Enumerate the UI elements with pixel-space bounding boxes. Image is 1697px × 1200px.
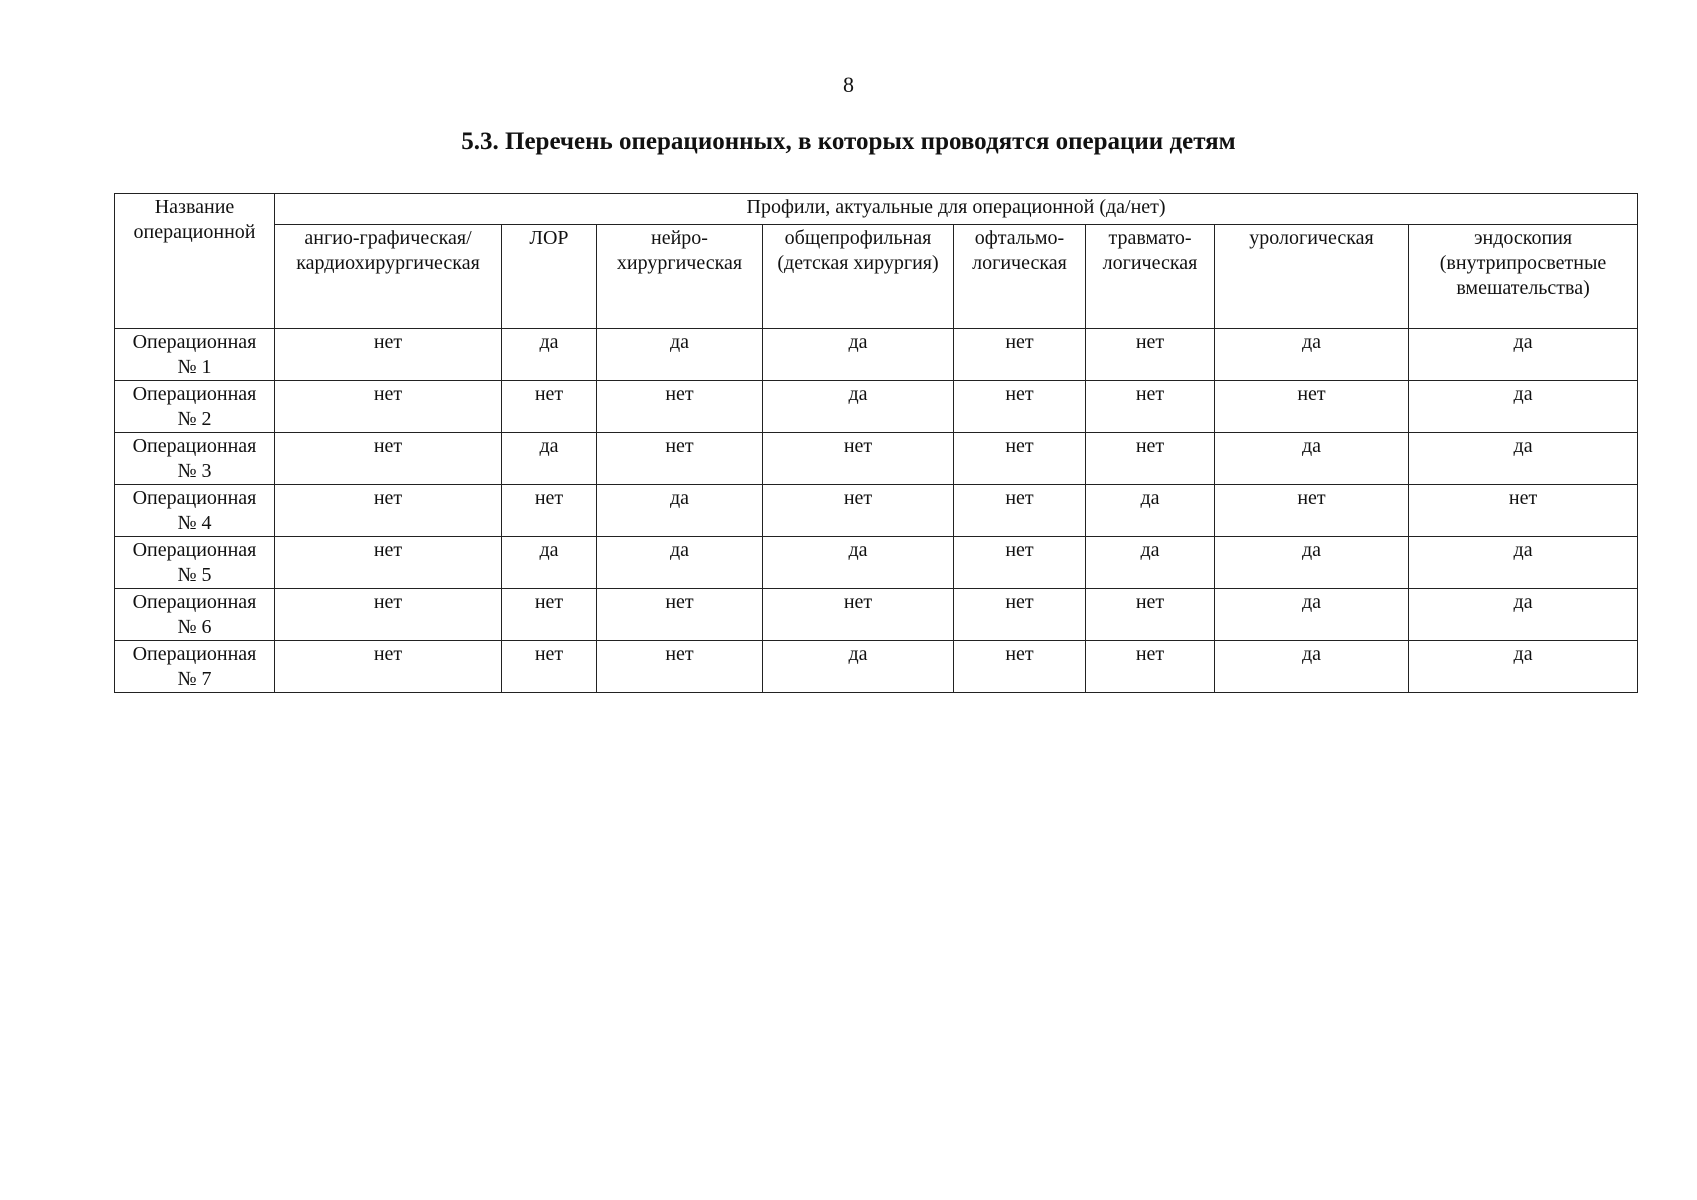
operating-room-label: Операционная (132, 435, 257, 457)
profile-value-cell: да (1215, 537, 1409, 589)
profile-value-cell: нет (502, 589, 597, 641)
profile-value-cell: да (1409, 381, 1638, 433)
operating-room-label: Операционная (132, 643, 257, 665)
profile-value-cell: да (1409, 433, 1638, 485)
profile-value-cell: нет (597, 589, 763, 641)
profile-value-cell: нет (597, 433, 763, 485)
operating-rooms-table (114, 193, 1638, 693)
operating-room-name (115, 485, 275, 537)
profile-value-cell: нет (275, 381, 502, 433)
profile-value-cell: нет (763, 589, 954, 641)
operating-room-number: № 1 (177, 356, 212, 378)
profile-value-cell: да (1215, 433, 1409, 485)
profile-value-cell: нет (954, 381, 1086, 433)
profile-value-cell: нет (275, 537, 502, 589)
operating-room-name (115, 329, 275, 381)
profiles-group-header: Профили, актуальные для операционной (да/нет) (275, 194, 1638, 225)
operating-room-name (115, 589, 275, 641)
operating-room-number: № 4 (177, 512, 212, 534)
profile-value-cell: нет (954, 537, 1086, 589)
profile-value-cell: нет (502, 485, 597, 537)
profile-value-cell: да (1215, 589, 1409, 641)
operating-room-name (115, 433, 275, 485)
profile-value-cell: нет (275, 589, 502, 641)
profile-value-cell: нет (597, 381, 763, 433)
profile-value-cell: нет (763, 433, 954, 485)
operating-room-label: Операционная (132, 331, 257, 353)
profile-value-cell: нет (1086, 589, 1215, 641)
profile-value-cell: да (1215, 329, 1409, 381)
profile-value-cell: нет (954, 641, 1086, 693)
profile-value-cell: да (502, 329, 597, 381)
operating-room-label: Операционная (132, 487, 257, 509)
profile-value-cell: нет (954, 433, 1086, 485)
operating-room-label: Операционная (132, 591, 257, 613)
profile-value-cell: нет (954, 329, 1086, 381)
profile-value-cell: нет (1215, 381, 1409, 433)
table-row (115, 537, 1638, 589)
profile-value-cell: нет (1086, 381, 1215, 433)
page-title: 5.3. Перечень операционных, в которых проводятся операции детям (461, 128, 1236, 155)
profile-value-cell: нет (954, 485, 1086, 537)
table-row (115, 433, 1638, 485)
profile-column-header: ЛОР (502, 225, 597, 329)
profile-value-cell: да (597, 537, 763, 589)
profile-value-cell: да (502, 433, 597, 485)
profile-column-header: офтальмо- логическая (954, 225, 1086, 329)
profile-column-header: нейро- хирургическая (597, 225, 763, 329)
profile-value-cell: да (763, 641, 954, 693)
profile-value-cell: да (502, 537, 597, 589)
profile-value-cell: да (763, 329, 954, 381)
profile-value-cell: да (763, 381, 954, 433)
operating-room-label: Операционная (132, 383, 257, 405)
operating-room-number: № 7 (177, 668, 212, 690)
operating-room-name (115, 641, 275, 693)
profile-value-cell: нет (763, 485, 954, 537)
profile-value-cell: да (1409, 589, 1638, 641)
profile-column-header: урологическая (1215, 225, 1409, 329)
profile-column-header: эндоскопия (внутрипросветные вмешательства) (1409, 225, 1638, 329)
profile-column-header: травмато- логическая (1086, 225, 1215, 329)
profile-value-cell: нет (275, 329, 502, 381)
profile-value-cell: нет (502, 641, 597, 693)
profile-value-cell: да (597, 329, 763, 381)
name-column-header: Название операционной (115, 194, 275, 329)
profile-value-cell: нет (275, 433, 502, 485)
table-row (115, 329, 1638, 381)
page-number: 8 (843, 72, 854, 97)
operating-room-name (115, 381, 275, 433)
profile-value-cell: нет (1086, 641, 1215, 693)
profile-value-cell: нет (275, 485, 502, 537)
profile-value-cell: нет (275, 641, 502, 693)
table-row (115, 485, 1638, 537)
profile-value-cell: да (1409, 641, 1638, 693)
profile-value-cell: нет (1086, 433, 1215, 485)
profile-value-cell: нет (502, 381, 597, 433)
profile-value-cell: нет (597, 641, 763, 693)
table-row (115, 381, 1638, 433)
operating-room-number: № 6 (177, 616, 212, 638)
operating-room-number: № 3 (177, 460, 212, 482)
profile-column-header: ангио-графическая/ кардиохирургическая (275, 225, 502, 329)
table-row (115, 641, 1638, 693)
profile-value-cell: нет (1215, 485, 1409, 537)
profile-value-cell: нет (1086, 329, 1215, 381)
operating-room-label: Операционная (132, 539, 257, 561)
operating-room-number: № 2 (177, 408, 212, 430)
operating-room-number: № 5 (177, 564, 212, 586)
profile-value-cell: да (597, 485, 763, 537)
operating-room-name (115, 537, 275, 589)
profile-value-cell: да (763, 537, 954, 589)
table-row (115, 589, 1638, 641)
profile-value-cell: нет (954, 589, 1086, 641)
profile-value-cell: да (1086, 537, 1215, 589)
profile-value-cell: да (1409, 537, 1638, 589)
profile-column-header: общепрофильная (детская хирургия) (763, 225, 954, 329)
profile-value-cell: нет (1409, 485, 1638, 537)
profile-value-cell: да (1409, 329, 1638, 381)
profile-value-cell: да (1086, 485, 1215, 537)
profile-value-cell: да (1215, 641, 1409, 693)
